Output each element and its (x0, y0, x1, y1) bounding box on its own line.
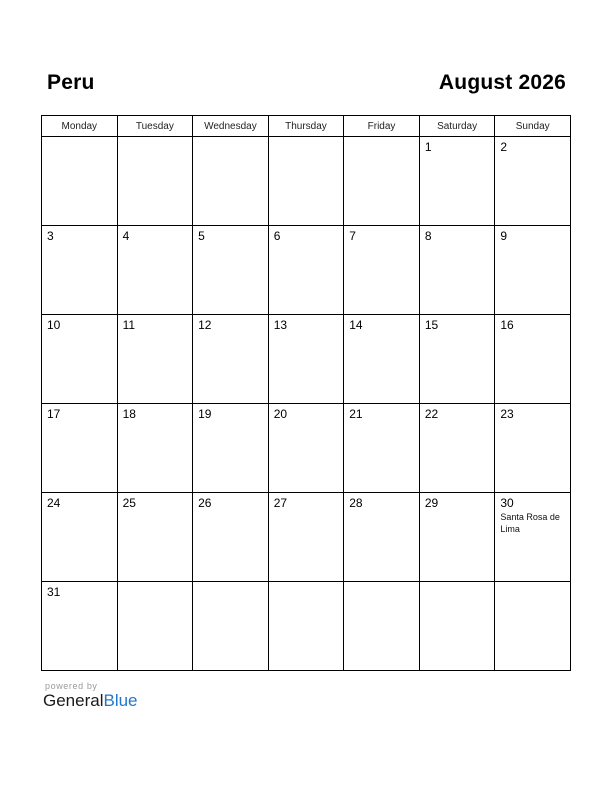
day-cell (193, 493, 269, 582)
day-cell (419, 404, 495, 493)
day-cell (268, 404, 344, 493)
day-number (420, 582, 495, 586)
day-number: 16 (500, 318, 514, 332)
day-cell (117, 137, 193, 226)
day-number: 8 (424, 229, 432, 243)
day-number: 25 (122, 496, 136, 510)
day-cell (117, 226, 193, 315)
day-cell (344, 582, 420, 671)
week-row (42, 226, 571, 315)
day-number: 17 (47, 407, 61, 421)
day-cell (419, 315, 495, 404)
weekday-tuesday: Tuesday (117, 116, 193, 137)
day-cell (419, 226, 495, 315)
weekday-monday: Monday (42, 116, 118, 137)
day-number: 1 (424, 140, 432, 154)
day-cell (193, 137, 269, 226)
day-number: 21 (349, 407, 363, 421)
day-number: 18 (122, 407, 136, 421)
day-number (269, 137, 344, 141)
week-row (42, 404, 571, 493)
day-number: 28 (349, 496, 363, 510)
day-cell (42, 404, 118, 493)
day-number: 29 (424, 496, 439, 510)
day-cell (268, 582, 344, 671)
day-cell (419, 137, 495, 226)
day-cell (419, 493, 495, 582)
day-cell (193, 404, 269, 493)
day-cell (42, 226, 118, 315)
brand-blue-text: Blue (103, 691, 138, 710)
day-number (193, 137, 268, 141)
holiday-label: Santa Rosa de Lima (500, 512, 560, 534)
calendar-grid (41, 115, 571, 671)
weekday-sunday: Sunday (495, 116, 571, 137)
day-number (118, 137, 193, 141)
brand-general-text: General (43, 691, 104, 710)
weekday-header-row (42, 116, 571, 137)
day-number: 12 (198, 318, 212, 332)
day-cell (193, 582, 269, 671)
calendar-body (42, 137, 571, 671)
day-number (42, 137, 117, 141)
day-number: 26 (198, 496, 212, 510)
day-cell (268, 315, 344, 404)
day-number: 30 (500, 496, 514, 510)
day-cell (193, 315, 269, 404)
footer-branding (43, 681, 138, 711)
day-number: 24 (47, 496, 61, 510)
day-cell (117, 582, 193, 671)
day-cell (117, 493, 193, 582)
day-cell (495, 137, 571, 226)
weekday-wednesday: Wednesday (193, 116, 269, 137)
weekday-saturday: Saturday (419, 116, 495, 137)
day-cell (495, 226, 571, 315)
day-number: 6 (273, 229, 281, 243)
weekday-friday: Friday (344, 116, 420, 137)
day-number: 2 (500, 140, 508, 154)
day-number (269, 582, 344, 586)
week-row (42, 582, 571, 671)
day-number (344, 582, 419, 586)
day-cell (268, 226, 344, 315)
day-cell (42, 582, 118, 671)
day-number: 14 (349, 318, 363, 332)
day-number: 31 (47, 585, 61, 599)
week-row (42, 315, 571, 404)
day-number (344, 137, 419, 141)
day-cell (42, 493, 118, 582)
day-number: 22 (424, 407, 439, 421)
week-row (42, 493, 571, 582)
month-year-title: August 2026 (438, 71, 566, 94)
day-cell (42, 315, 118, 404)
day-number: 15 (424, 318, 439, 332)
day-number: 3 (47, 229, 54, 243)
day-number: 23 (500, 407, 514, 421)
day-number: 19 (198, 407, 212, 421)
day-cell (344, 404, 420, 493)
day-number (118, 582, 193, 586)
day-cell (495, 582, 571, 671)
day-cell (344, 315, 420, 404)
day-cell (42, 137, 118, 226)
day-number: 7 (349, 229, 356, 243)
day-cell (419, 582, 495, 671)
day-cell (344, 137, 420, 226)
day-number (193, 582, 268, 586)
day-number: 13 (273, 318, 288, 332)
day-cell (495, 493, 571, 582)
day-number: 4 (122, 229, 130, 243)
day-number: 5 (198, 229, 205, 243)
day-number: 10 (47, 318, 61, 332)
brand-logo (43, 691, 138, 711)
day-cell (344, 493, 420, 582)
day-number: 27 (273, 496, 288, 510)
day-number (495, 582, 570, 586)
day-cell (193, 226, 269, 315)
day-cell (268, 493, 344, 582)
powered-by-label: powered by (45, 681, 98, 691)
day-number: 11 (122, 318, 136, 332)
day-cell (268, 137, 344, 226)
country-title: Peru (47, 71, 95, 94)
day-number: 20 (273, 407, 288, 421)
week-row (42, 137, 571, 226)
day-cell (117, 404, 193, 493)
weekday-thursday: Thursday (268, 116, 344, 137)
day-cell (117, 315, 193, 404)
day-cell (495, 404, 571, 493)
day-cell (344, 226, 420, 315)
day-cell (495, 315, 571, 404)
day-number: 9 (500, 229, 508, 243)
